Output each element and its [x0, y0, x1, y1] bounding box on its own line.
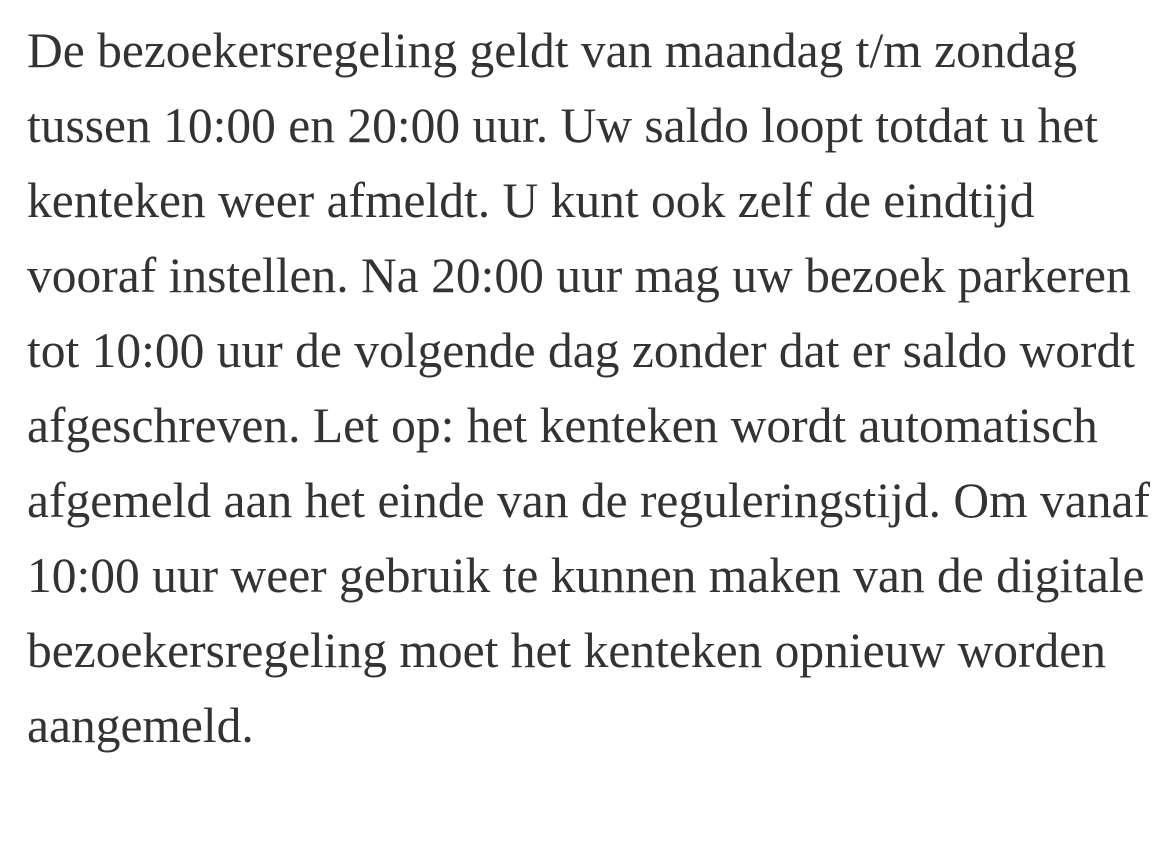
paragraph-line: bezoekersregeling moet het kenteken opnieuw worden — [27, 623, 1106, 678]
paragraph-line: vooraf instellen. Na 20:00 uur mag uw bezoek parkeren — [27, 248, 1131, 303]
paragraph-line: tot 10:00 uur de volgende dag zonder dat er saldo wordt — [27, 323, 1135, 378]
paragraph-line: 10:00 uur weer gebruik te kunnen maken van de digitale — [27, 548, 1145, 603]
paragraph-line: afgemeld aan het einde van de reguleringstijd. Om vanaf — [27, 473, 1150, 528]
paragraph-line: De bezoekersregeling geldt van maandag t/m zondag — [27, 23, 1078, 78]
paragraph-line: afgeschreven. Let op: het kenteken wordt automatisch — [27, 398, 1098, 453]
paragraph-line: kenteken weer afmeldt. U kunt ook zelf de eindtijd — [27, 173, 1035, 228]
paragraph-line: tussen 10:00 en 20:00 uur. Uw saldo loopt totdat u het — [27, 98, 1099, 153]
paragraph-line: aangemeld. — [27, 698, 254, 753]
